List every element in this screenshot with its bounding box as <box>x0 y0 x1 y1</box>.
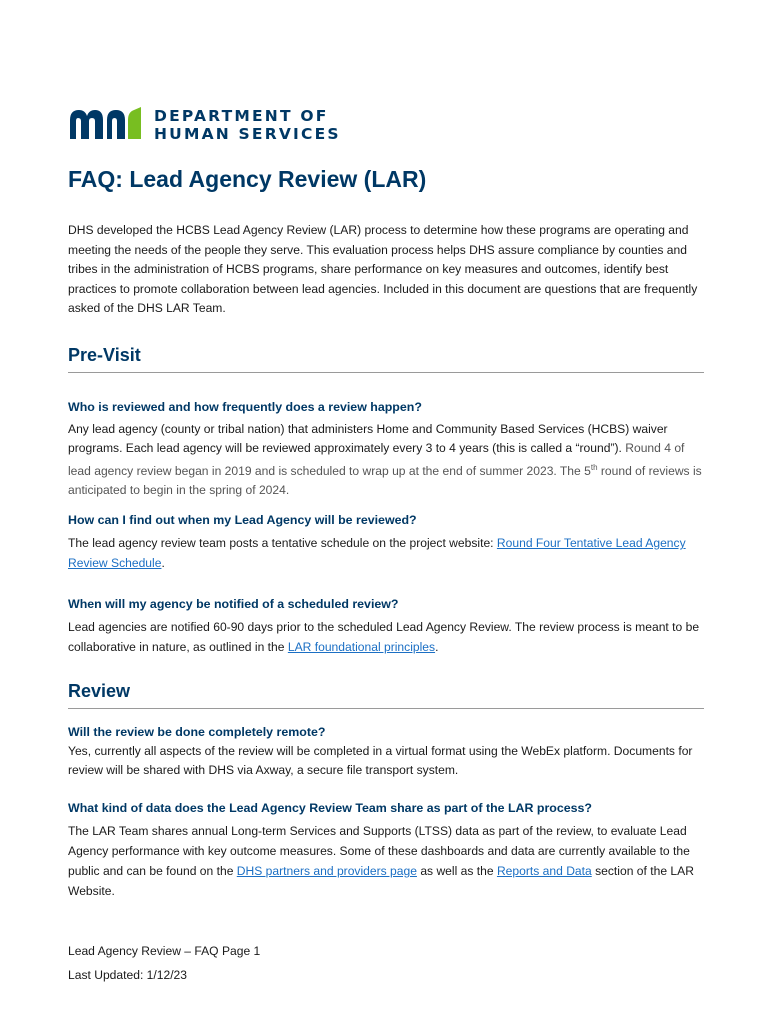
principles-link[interactable]: LAR foundational principles <box>287 640 436 654</box>
footer-last-updated: Last Updated: 1/12/23 <box>68 968 188 982</box>
answer-text-round5: round of reviews is anticipated to begin in the spring of 2024. <box>68 464 702 498</box>
page-title: FAQ: Lead Agency Review (LAR) <box>68 166 427 192</box>
answer-text: Lead agencies are notified 60-90 days prior to the scheduled Lead Agency Review. The review process is meant to be collaborative in nature, as outlined in the <box>68 620 700 654</box>
answer-text: The LAR Team shares annual Long-term Services and Supports (LTSS) data as part of the review, to evaluate Lead Agency performance with key outcome measures. Some of these dashboards and data are currently available to the public and can be found on the <box>68 824 690 878</box>
answer-punctuation: . <box>161 556 165 570</box>
answer-notified <box>68 617 708 657</box>
question-who-reviewed: Who is reviewed and how frequently does a review happen? <box>68 400 422 414</box>
section-heading-review: Review <box>68 681 704 709</box>
question-when-reviewed: How can I find out when my Lead Agency will be reviewed? <box>68 513 417 527</box>
footer-page-label: Lead Agency Review – FAQ Page 1 <box>68 944 261 958</box>
question-data-shared: What kind of data does the Lead Agency Review Team share as part of the LAR process? <box>68 801 592 815</box>
logo-line-1: DEPARTMENT OF <box>154 107 329 125</box>
reports-data-link[interactable]: Reports and Data <box>496 864 592 878</box>
question-remote: Will the review be done completely remote? <box>68 725 326 739</box>
answer-text: The lead agency review team posts a tentative schedule on the project website: <box>68 536 497 550</box>
logo-line-2: HUMAN SERVICES <box>154 125 341 143</box>
answer-when-reviewed <box>68 533 708 573</box>
question-notified: When will my agency be notified of a scheduled review? <box>68 597 399 611</box>
logo-wordmark <box>154 107 341 143</box>
answer-who-reviewed <box>68 420 708 500</box>
intro-paragraph: DHS developed the HCBS Lead Agency Review (LAR) process to determine how these programs are operating and meeting the needs of the people they serve. This evaluation process helps DHS assure compliance by counties and tribes in the administration of HCBS programs, share performance on key measures and outcomes, identify best practices to promote collaboration between lead agencies. Included in this document are questions that are frequently asked of the DHS LAR Team. <box>68 223 698 316</box>
superscript-th: th <box>590 463 598 472</box>
answer-text-round4: Round 4 of lead agency review began in 2019 and is scheduled to wrap up at the end of summer 2023. The 5 <box>68 441 685 479</box>
schedule-link[interactable]: Round Four Tentative Lead Agency Review Schedule <box>68 536 686 570</box>
answer-text: Any lead agency (county or tribal nation) that administers Home and Community Based Services (HCBS) waiver programs. Each lead agency will be reviewed approximately every 3 to 4 years (this is called a “round”). <box>68 422 668 455</box>
answer-text-end: section of the LAR Website. <box>68 864 694 898</box>
dhs-logo <box>68 106 341 143</box>
answer-remote: Yes, currently all aspects of the review will be completed in a virtual format using the WebEx platform. Documents for review will be shared with DHS via Axway, a secure file transport system. <box>68 744 693 777</box>
answer-punctuation: . <box>435 640 439 654</box>
answer-data-shared <box>68 821 708 901</box>
section-heading-previsit: Pre-Visit <box>68 345 704 373</box>
mn-logo-mark <box>68 106 144 140</box>
answer-text-mid: as well as the <box>416 864 497 878</box>
partners-providers-link[interactable]: DHS partners and providers page <box>236 864 417 878</box>
